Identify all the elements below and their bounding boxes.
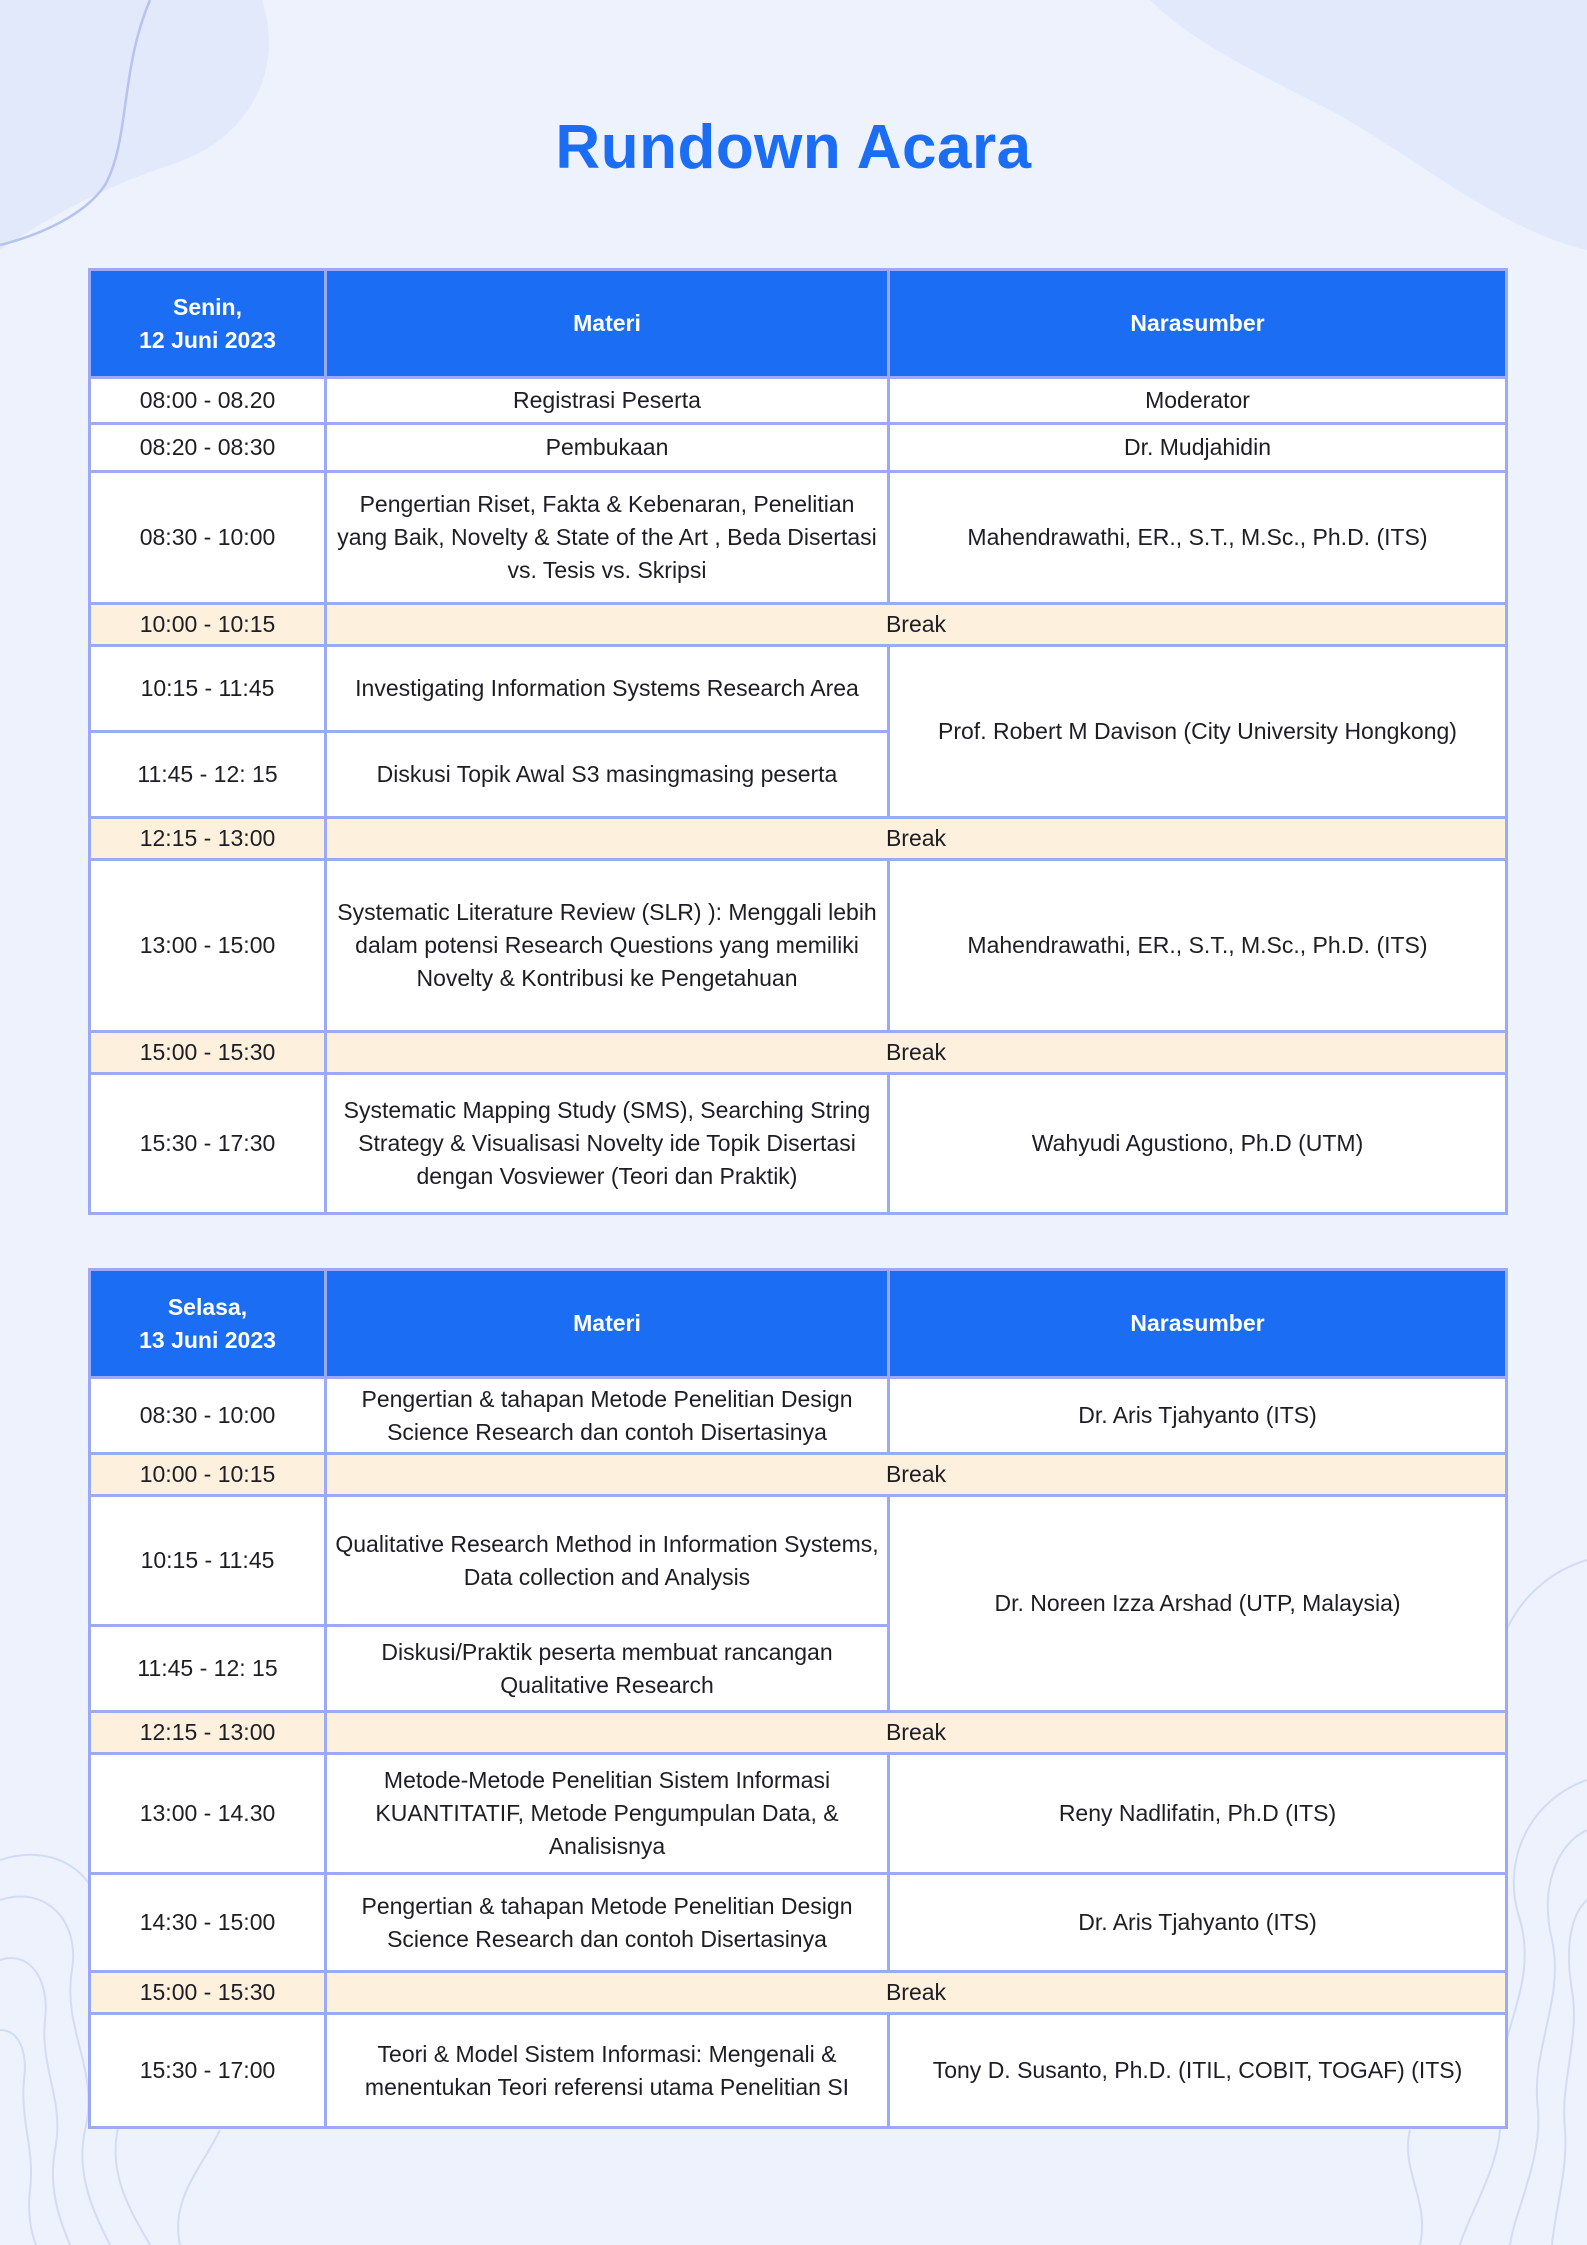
time-cell: 11:45 - 12: 15 xyxy=(90,732,326,818)
time-cell: 08:30 - 10:00 xyxy=(90,472,326,604)
time-cell: 10:00 - 10:15 xyxy=(90,604,326,646)
time-cell: 13:00 - 14.30 xyxy=(90,1754,326,1874)
materi-cell: Teori & Model Sistem Informasi: Mengenali & menentukan Teori referensi utama Penelitian SI xyxy=(326,2014,889,2128)
time-cell: 15:30 - 17:00 xyxy=(90,2014,326,2128)
materi-cell: Diskusi/Praktik peserta membuat rancangan Qualitative Research xyxy=(326,1626,889,1712)
time-cell: 15:00 - 15:30 xyxy=(90,1032,326,1074)
time-cell: 10:15 - 11:45 xyxy=(90,1496,326,1626)
materi-cell: Systematic Mapping Study (SMS), Searching String Strategy & Visualisasi Novelty ide Topik Disertasi dengan Vosviewer (Teori dan Praktik) xyxy=(326,1074,889,1214)
table-row xyxy=(90,1074,1507,1214)
materi-cell: Pembukaan xyxy=(326,424,889,472)
narasumber-cell: Mahendrawathi, ER., S.T., M.Sc., Ph.D. (ITS) xyxy=(889,472,1507,604)
table-header-row xyxy=(90,270,1507,378)
time-cell: 08:30 - 10:00 xyxy=(90,1378,326,1454)
table-row xyxy=(90,378,1507,424)
break-row xyxy=(90,1032,1507,1074)
time-cell: 12:15 - 13:00 xyxy=(90,818,326,860)
materi-cell: Investigating Information Systems Research Area xyxy=(326,646,889,732)
table-header-row xyxy=(90,1270,1507,1378)
table-row xyxy=(90,2014,1507,2128)
day-label: Senin, xyxy=(172,293,242,320)
page-title: Rundown Acara xyxy=(555,113,1032,182)
time-cell: 15:00 - 15:30 xyxy=(90,1972,326,2014)
narasumber-cell: Moderator xyxy=(889,378,1507,424)
time-cell: 10:15 - 11:45 xyxy=(90,646,326,732)
time-cell: 08:20 - 08:30 xyxy=(90,424,326,472)
narasumber-cell: Tony D. Susanto, Ph.D. (ITIL, COBIT, TOGAF) (ITS) xyxy=(889,2014,1507,2128)
break-cell: Break xyxy=(326,1972,1507,2014)
materi-cell: Metode-Metode Penelitian Sistem Informasi KUANTITATIF, Metode Pengumpulan Data, & Analisisnya xyxy=(326,1754,889,1874)
narasumber-cell: Mahendrawathi, ER., S.T., M.Sc., Ph.D. (ITS) xyxy=(889,860,1507,1032)
time-cell: 13:00 - 15:00 xyxy=(90,860,326,1032)
narasumber-cell: Dr. Aris Tjahyanto (ITS) xyxy=(889,1874,1507,1972)
break-row xyxy=(90,818,1507,860)
materi-cell: Pengertian & tahapan Metode Penelitian Design Science Research dan contoh Disertasinya xyxy=(326,1378,889,1454)
time-cell: 12:15 - 13:00 xyxy=(90,1712,326,1754)
time-cell: 15:30 - 17:30 xyxy=(90,1074,326,1214)
narasumber-cell: Reny Nadlifatin, Ph.D (ITS) xyxy=(889,1754,1507,1874)
table-row xyxy=(90,646,1507,732)
table-row xyxy=(90,1754,1507,1874)
date-label: 12 Juni 2023 xyxy=(139,326,276,353)
table-row xyxy=(90,1378,1507,1454)
time-cell: 10:00 - 10:15 xyxy=(90,1454,326,1496)
date-label: 13 Juni 2023 xyxy=(139,1326,276,1353)
break-cell: Break xyxy=(326,1032,1507,1074)
materi-cell: Registrasi Peserta xyxy=(326,378,889,424)
break-cell: Break xyxy=(326,818,1507,860)
time-cell: 08:00 - 08.20 xyxy=(90,378,326,424)
materi-cell: Pengertian Riset, Fakta & Kebenaran, Penelitian yang Baik, Novelty & State of the Art , Beda Disertasi vs. Tesis vs. Skripsi xyxy=(326,472,889,604)
table-row xyxy=(90,860,1507,1032)
day-label: Selasa, xyxy=(167,1293,248,1320)
table-row xyxy=(90,1874,1507,1972)
narasumber-cell: Dr. Noreen Izza Arshad (UTP, Malaysia) xyxy=(889,1496,1507,1712)
day-date-header xyxy=(90,270,326,378)
time-cell: 11:45 - 12: 15 xyxy=(90,1626,326,1712)
materi-cell: Diskusi Topik Awal S3 masingmasing peserta xyxy=(326,732,889,818)
break-row xyxy=(90,1712,1507,1754)
table-row xyxy=(90,472,1507,604)
day-date-header xyxy=(90,1270,326,1378)
materi-header: Materi xyxy=(326,1270,889,1378)
materi-header: Materi xyxy=(326,270,889,378)
narasumber-header: Narasumber xyxy=(889,1270,1507,1378)
break-row xyxy=(90,1454,1507,1496)
narasumber-cell: Dr. Aris Tjahyanto (ITS) xyxy=(889,1378,1507,1454)
narasumber-cell: Wahyudi Agustiono, Ph.D (UTM) xyxy=(889,1074,1507,1214)
break-cell: Break xyxy=(326,604,1507,646)
materi-cell: Qualitative Research Method in Information Systems, Data collection and Analysis xyxy=(326,1496,889,1626)
table-row xyxy=(90,424,1507,472)
break-row xyxy=(90,604,1507,646)
break-cell: Break xyxy=(326,1712,1507,1754)
table-row xyxy=(90,1496,1507,1626)
schedule-table-day1 xyxy=(88,268,1508,1215)
narasumber-cell: Prof. Robert M Davison (City University Hongkong) xyxy=(889,646,1507,818)
materi-cell: Pengertian & tahapan Metode Penelitian Design Science Research dan contoh Disertasinya xyxy=(326,1874,889,1972)
time-cell: 14:30 - 15:00 xyxy=(90,1874,326,1972)
materi-cell: Systematic Literature Review (SLR) ): Menggali lebih dalam potensi Research Questions yang memiliki Novelty & Kontribusi ke Pengetahuan xyxy=(326,860,889,1032)
break-cell: Break xyxy=(326,1454,1507,1496)
narasumber-header: Narasumber xyxy=(889,270,1507,378)
break-row xyxy=(90,1972,1507,2014)
narasumber-cell: Dr. Mudjahidin xyxy=(889,424,1507,472)
schedule-table-day2 xyxy=(88,1268,1508,2129)
